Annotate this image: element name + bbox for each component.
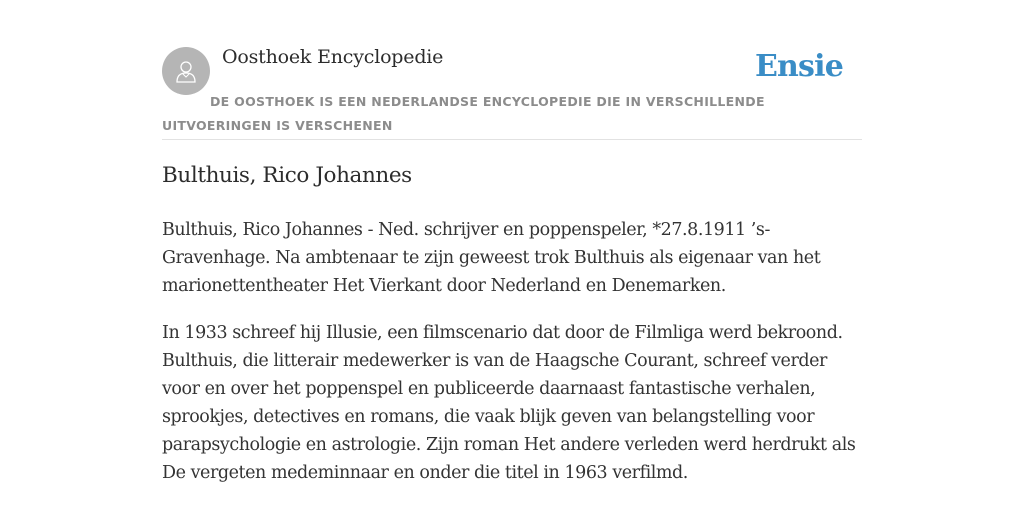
user-icon xyxy=(171,56,201,86)
source-description: DE OOSTHOEK IS EEN NEDERLANDSE ENCYCLOPEDIE DIE IN VERSCHILLENDE UITVOERINGEN IS VERSCHENEN xyxy=(162,94,765,133)
article-paragraph: Bulthuis, Rico Johannes - Ned. schrijver en poppenspeler, *27.8.1911 ’s-Gravenhage. Na ambtenaar te zijn geweest trok Bulthuis als eigenaar van het marionettentheater Het Vierkant door Nederland en Denemarken. xyxy=(162,220,821,296)
source-header xyxy=(162,0,862,140)
article-paragraph: In 1933 schreef hij Illusie, een filmscenario dat door de Filmliga werd bekroond. Bulthuis, die litterair medewerker is van de Haagsche Courant, schreef verder voor en over het poppenspel en publiceerde daarnaast fantastische verhalen, sprookjes, detectives en romans, die vaak blijk geven van belangstelling voor parapsychologie en astrologie. Zijn roman Het andere verleden werd herdrukt als De vergeten medeminnaar en onder die titel in 1963 verfilmd. xyxy=(162,323,856,483)
source-name-link[interactable]: Oosthoek Encyclopedie xyxy=(222,46,444,68)
ensie-logo[interactable]: Ensie xyxy=(754,49,843,84)
source-avatar[interactable] xyxy=(162,47,210,95)
page-container xyxy=(162,0,862,483)
article-title: Bulthuis, Rico Johannes xyxy=(162,163,412,188)
